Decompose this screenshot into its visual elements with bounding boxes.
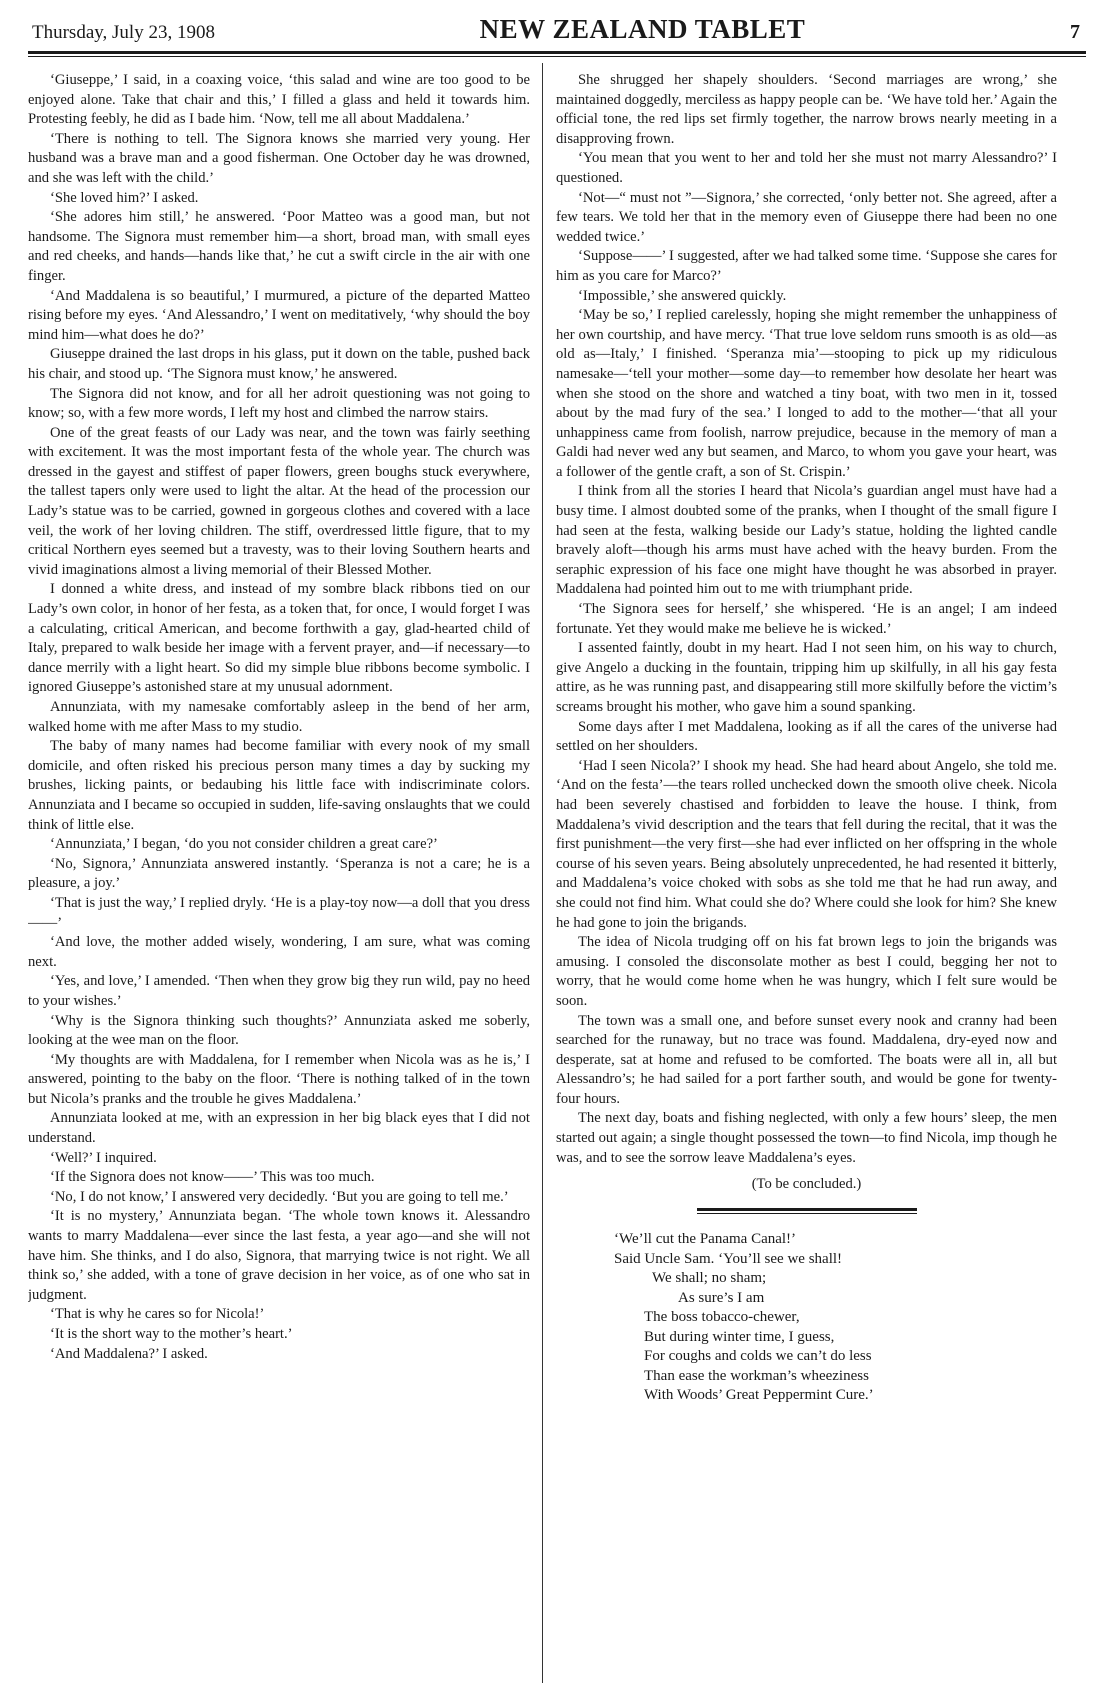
paragraph: ‘May be so,’ I replied carelessly, hoping she might remember the unhappiness of her own courtship, and have mercy. ‘That true love seldom runs smooth is as old—as old as—Italy,’ I finished. ‘Speranza mia’—stooping to pick up my ridiculous namesake—‘tell your mother—some day—to remember how desolate her heart was when she stood on the shore and watched a tiny boat, with two men in it, tossed about by the mad fury of the sea.’ I longed to add to the mother—‘that all your unhappiness came from foolish, narrow prejudice, because in the memory of man a Galdi had never wed any but seamen, and Marco, to whom you gave your heart, was a follower of the gentle craft, a son of St. Crispin.’ — [556, 307, 1057, 480]
masthead-rule — [28, 51, 1086, 54]
paragraph: She shrugged her shapely shoulders. ‘Second marriages are wrong,’ she maintained doggedly, merciless as happy people can be. ‘We have told her.’ Again the official tone, the red lips set firmly together, the narrow brows nearly meeting in a disapproving frown. — [556, 72, 1057, 147]
paragraph: Some days after I met Maddalena, looking as if all the cares of the universe had settled on her shoulders. — [556, 718, 1057, 755]
paragraph: ‘She loved him?’ I asked. — [50, 189, 199, 206]
paragraph: Annunziata looked at me, with an expression in her big black eyes that I did not understand. — [28, 1110, 530, 1147]
paragraph: ‘Not—“ must not ”—Signora,’ she corrected, ‘only better not. She agreed, after a few tears. We told her that in the memory even of Giuseppe there had been no one wedded twice.’ — [556, 189, 1057, 245]
paragraph: ‘She adores him still,’ he answered. ‘Poor Matteo was a good man, but not handsome. The Signora must remember him—a short, broad man, with small eyes and red cheeks, and hands—hands like that,’ he cut a swift circle in the air with one finger. — [28, 209, 530, 284]
paragraph: ‘There is nothing to tell. The Signora knows she married very young. Her husband was a brave man and a good fisherman. One October day he was drowned, and she was left with the child.’ — [28, 130, 530, 186]
paragraph: ‘Why is the Signora thinking such thoughts?’ Annunziata asked me soberly, looking at the wee man on the floor. — [28, 1012, 530, 1049]
section-separator — [697, 1208, 917, 1214]
paragraph: ‘Had I seen Nicola?’ I shook my head. She had heard about Angelo, she told me. ‘And on the festa’—the tears rolled unchecked down the smooth olive cheek. Nicola had been severely chastised and forbidden to leave the house. I think, from Maddalena’s vivid description and the tears that fell during the recital, that it was the first punishment—the very first—she had ever inflicted on her offspring in the whole course of his seven years. Being absolutely unprecedented, he had resented it bitterly, and Maddalena’s voice choked with sobs as she told me that he had run away, and she could not find him. What could she do? Where could she look for him? She knew he had gone to join the brigands. — [556, 757, 1057, 931]
newspaper-title: NEW ZEALAND TABLET — [479, 14, 806, 44]
article-columns — [28, 71, 1086, 1681]
advert-poem — [614, 1230, 1057, 1406]
advert-line: We shall; no sham; — [652, 1270, 767, 1287]
paragraph: ‘If the Signora does not know——’ This was too much. — [50, 1169, 375, 1186]
to-be-concluded: (To be concluded.) — [751, 1176, 862, 1193]
paragraph: The town was a small one, and before sunset every nook and cranny had been searched for the runaway, but no trace was found. Maddalena, dry-eyed now and desperate, sat at home and refused to be comforted. The boats were all in, all but Alessandro’s; he had sailed for a port farther south, and would be gone for twenty-four hours. — [556, 1012, 1057, 1107]
paragraph: ‘No, I do not know,’ I answered very decidedly. ‘But you are going to tell me.’ — [50, 1188, 509, 1205]
paragraph: The next day, boats and fishing neglected, with only a few hours’ sleep, the men started out again; a single thought possessed the town—to find Nicola, imp though he was, and to see the sorrow leave Maddalena’s eyes. — [556, 1110, 1057, 1166]
paragraph: I assented faintly, doubt in my heart. Had I not seen him, on his way to church, give Angelo a ducking in the fountain, tripping him up skilfully, in all his gay festa attire, as he was running past, and disappearing still more skilfully before the victim’s screams brought his mother, who gave him a sound spanking. — [556, 640, 1057, 715]
paragraph: ‘Annunziata,’ I began, ‘do you not consider children a great care?’ — [50, 836, 438, 853]
paragraph: I think from all the stories I heard that Nicola’s guardian angel must have had a busy time. I almost doubted some of the pranks, when I thought of the small figure I had seen at the festa, walking beside our Lady’s statue, holding the lighted candle bravely aloft—though his arms must have ached with the heavy burden. From the seraphic expression of his face one might have thought he was absorbed in prayer. Maddalena had pointed him out to me with triumphant pride. — [556, 483, 1057, 598]
paragraph: The baby of many names had become familiar with every nook of my small domicile, and often risked his precious person many times a day by sucking my brushes, licking paints, or bedaubing his little face with indiscriminate colors. Annunziata and I became so occupied in sudden, life-saving onslaughts that we could think of little else. — [28, 738, 530, 833]
paragraph: ‘It is no mystery,’ Annunziata began. ‘The whole town knows it. Alessandro wants to marry Maddalena—ever since the last festa, a year ago—and she will not have him. She thinks, and I do also, Signora, that marrying twice is not right. We all think so,’ she added, with a tone of grave decision in her voice, as of one who sat in judgment. — [28, 1208, 530, 1303]
advert-line: As sure’s I am — [678, 1289, 765, 1306]
paragraph: ‘And love, the mother added wisely, wondering, I am sure, what was coming next. — [28, 934, 530, 970]
paragraph: ‘Suppose——’ I suggested, after we had talked some time. ‘Suppose she cares for him as you care for Marco?’ — [556, 248, 1057, 284]
masthead — [28, 14, 1086, 48]
paragraph: ‘Yes, and love,’ I amended. ‘Then when they grow big they run wild, pay no heed to your wishes.’ — [28, 973, 530, 1009]
paragraph: ‘The Signora sees for herself,’ she whispered. ‘He is an angel; I am indeed fortunate. Yet they would make me believe he is wicked.’ — [556, 601, 1057, 637]
paragraph: Giuseppe drained the last drops in his glass, put it down on the table, pushed back his chair, and stood up. ‘The Signora must know,’ he answered. — [28, 346, 530, 382]
paragraph: ‘Well?’ I inquired. — [50, 1149, 157, 1166]
right-column-text — [556, 71, 1057, 1168]
paragraph: ‘Impossible,’ she answered quickly. — [578, 287, 787, 304]
paragraph: I donned a white dress, and instead of my sombre black ribbons tied on our Lady’s own color, in honor of her festa, as a token that, for once, I would forget I was a calculating, critical American, and become forthwith a gay, glad-hearted child of Italy, prepared to walk beside her image with a fervent prayer, and—if necessary—to dance merrily with a light heart. So did my simple blue ribbons become symbolic. I ignored Giuseppe’s astonished stare at my unusual adornment. — [28, 581, 530, 696]
advert-line: The boss tobacco-chewer, — [644, 1309, 800, 1326]
paragraph: ‘And Maddalena is so beautiful,’ I murmured, a picture of the departed Matteo rising before my eyes. ‘And Alessandro,’ I went on meditatively, ‘why should the boy mind him—what does he do?’ — [28, 287, 530, 343]
issue-date: Thursday, July 23, 1908 — [32, 22, 215, 43]
paragraph: ‘That is just the way,’ I replied dryly. ‘He is a play-toy now—a doll that you dress——’ — [28, 894, 530, 931]
page-number: 7 — [1069, 21, 1080, 43]
right-column — [543, 71, 1057, 1681]
paragraph: ‘No, Signora,’ Annunziata answered instantly. ‘Speranza is not a care; he is a pleasure, a joy.’ — [28, 855, 530, 892]
advert-line: Said Uncle Sam. ‘You’ll see we shall! — [614, 1250, 843, 1267]
paragraph: ‘Giuseppe,’ I said, in a coaxing voice, ‘this salad and wine are too good to be enjoyed alone. Take that chair and this,’ I filled a glass and held it towards him. Protesting feebly, he did as I bade him. ‘Now, tell me all about Maddalena.’ — [28, 72, 530, 128]
paragraph: ‘And Maddalena?’ I asked. — [50, 1345, 208, 1362]
advert-line: With Woods’ Great Peppermint Cure.’ — [644, 1387, 874, 1404]
paragraph: ‘My thoughts are with Maddalena, for I remember when Nicola was as he is,’ I answered, pointing to the baby on the floor. ‘There is nothing talked of in the town but Nicola’s pranks and the trouble he gives Maddalena.’ — [28, 1051, 530, 1107]
advert-line: But during winter time, I guess, — [644, 1328, 835, 1345]
paragraph: ‘You mean that you went to her and told her she must not marry Alessandro?’ I questioned. — [556, 150, 1057, 186]
advert-line: ‘We’ll cut the Panama Canal!’ — [614, 1231, 797, 1248]
paragraph: ‘It is the short way to the mother’s heart.’ — [50, 1326, 293, 1342]
paragraph: One of the great feasts of our Lady was near, and the town was fairly seething with excitement. It was the most important festa of the whole year. The church was dressed in the gayest and stiffest of paper flowers, green boughs stuck everywhere, the tallest tapers only were used to light the altar. At the head of the procession our Lady’s statue was to be carried, gowned in gorgeous clothes and covered with a lace veil, the work of her loving children. The stiff, overdressed little figure, that to my critical Northern eyes seemed but a travesty, was to their loving Southern hearts and vivid imaginations almost a living memorial of their Blessed Mother. — [28, 424, 530, 578]
advert-line: For coughs and colds we can’t do less — [644, 1348, 872, 1365]
left-column — [28, 71, 542, 1681]
paragraph: ‘That is why he cares so for Nicola!’ — [50, 1306, 265, 1323]
paragraph: The idea of Nicola trudging off on his fat brown legs to join the brigands was amusing. I consoled the disconsolate mother as best I could, begging her not to worry, that he would come home when he was hungry, which I felt sure would be soon. — [556, 934, 1057, 1009]
masthead-rule-thin — [28, 56, 1086, 57]
advert-line: Than ease the workman’s wheeziness — [644, 1367, 869, 1384]
paragraph: Annunziata, with my namesake comfortably asleep in the bend of her arm, walked home with me after Mass to my studio. — [28, 699, 530, 735]
paragraph: The Signora did not know, and for all her adroit questioning was not going to know; so, with a few more words, I left my host and climbed the narrow stairs. — [28, 385, 530, 422]
